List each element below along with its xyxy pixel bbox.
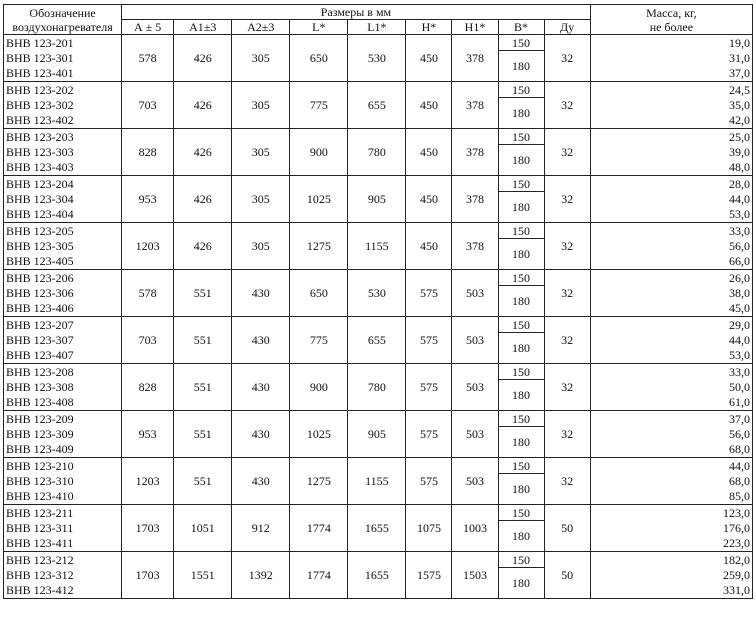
du-cell: 32 [544, 82, 590, 129]
designation-header-line-1: Обозначение [29, 5, 96, 20]
dim-a2-cell: 430 [232, 364, 290, 411]
dim-a2-cell: 305 [232, 129, 290, 176]
du-cell: 32 [544, 458, 590, 505]
designation-item: ВНВ 123-405 [6, 253, 74, 268]
mass-item: 39,0 [729, 144, 750, 159]
mass-item: 37,0 [729, 411, 750, 426]
b-value-bottom-cell: 180 [498, 192, 544, 223]
mass-item: 53,0 [729, 206, 750, 221]
designation-item: ВНВ 123-307 [6, 332, 74, 347]
table-row [4, 552, 753, 568]
dim-l-cell: 775 [290, 317, 348, 364]
dim-h-cell: 575 [406, 317, 452, 364]
dim-l1-cell: 655 [348, 82, 406, 129]
dim-h-cell: 450 [406, 223, 452, 270]
designation-cell [4, 458, 122, 505]
dim-h-cell: 575 [406, 364, 452, 411]
dim-a-cell: 703 [122, 82, 174, 129]
dim-a-cell: 1203 [122, 458, 174, 505]
designation-cell [4, 176, 122, 223]
table-row [4, 176, 753, 192]
dim-a2-cell: 430 [232, 411, 290, 458]
dim-l-cell: 1025 [290, 176, 348, 223]
table-row [4, 458, 753, 474]
designation-item: ВНВ 123-301 [6, 50, 74, 65]
dim-l1-cell: 1655 [348, 505, 406, 552]
dim-l-cell: 650 [290, 270, 348, 317]
designation-item: ВНВ 123-206 [6, 270, 74, 285]
designation-item: ВНВ 123-212 [6, 552, 74, 567]
mass-item: 68,0 [729, 473, 750, 488]
mass-item: 66,0 [729, 253, 750, 268]
mass-item: 68,0 [729, 441, 750, 456]
designation-cell [4, 317, 122, 364]
designation-item: ВНВ 123-310 [6, 473, 74, 488]
mass-cell [590, 552, 752, 599]
dim-l1-cell: 780 [348, 129, 406, 176]
mass-cell [590, 411, 752, 458]
dim-a-cell: 578 [122, 35, 174, 82]
b-value-bottom-cell: 180 [498, 380, 544, 411]
dim-a2-cell: 305 [232, 176, 290, 223]
dim-a-cell: 828 [122, 364, 174, 411]
b-value-top-cell: 150 [498, 223, 544, 239]
dim-a1-cell: 551 [174, 317, 232, 364]
mass-item: 26,0 [729, 270, 750, 285]
mass-cell [590, 505, 752, 552]
b-value-bottom-cell: 180 [498, 286, 544, 317]
designation-item: ВНВ 123-311 [6, 520, 74, 535]
dim-h-cell: 450 [406, 82, 452, 129]
designation-item: ВНВ 123-404 [6, 206, 74, 221]
mass-item: 223,0 [723, 535, 750, 550]
du-cell: 32 [544, 129, 590, 176]
col-header-h1: H1* [452, 20, 498, 35]
dim-h1-cell: 503 [452, 317, 498, 364]
dim-l-cell: 775 [290, 82, 348, 129]
dim-h-cell: 450 [406, 35, 452, 82]
mass-item: 123,0 [723, 505, 750, 520]
du-cell: 32 [544, 223, 590, 270]
du-cell: 32 [544, 364, 590, 411]
dim-l1-cell: 905 [348, 411, 406, 458]
designation-cell [4, 364, 122, 411]
designation-item: ВНВ 123-412 [6, 582, 74, 597]
dim-h1-cell: 378 [452, 223, 498, 270]
du-cell: 50 [544, 505, 590, 552]
mass-item: 53,0 [729, 347, 750, 362]
dim-l1-cell: 530 [348, 270, 406, 317]
dim-a-cell: 1703 [122, 552, 174, 599]
dim-h1-cell: 503 [452, 364, 498, 411]
dim-l1-cell: 780 [348, 364, 406, 411]
dim-l-cell: 900 [290, 129, 348, 176]
designation-item: ВНВ 123-208 [6, 364, 74, 379]
table-row [4, 364, 753, 380]
mass-item: 24,5 [729, 82, 750, 97]
b-value-top-cell: 150 [498, 505, 544, 521]
dimensions-group-header: Размеры в мм [122, 5, 591, 20]
dim-l1-cell: 1155 [348, 223, 406, 270]
col-header-a2: А2±3 [232, 20, 290, 35]
mass-item: 33,0 [729, 364, 750, 379]
designation-header-line-2: воздухонагревателя [12, 19, 113, 34]
mass-header-line-1: Масса, кг, [646, 5, 697, 20]
col-header-a1: А1±3 [174, 20, 232, 35]
b-value-bottom-cell: 180 [498, 521, 544, 552]
b-value-top-cell: 150 [498, 176, 544, 192]
dim-a1-cell: 551 [174, 411, 232, 458]
dim-h-cell: 575 [406, 411, 452, 458]
designation-cell [4, 270, 122, 317]
designation-item: ВНВ 123-201 [6, 35, 74, 50]
designation-item: ВНВ 123-303 [6, 144, 74, 159]
dim-a2-cell: 430 [232, 270, 290, 317]
mass-item: 35,0 [729, 97, 750, 112]
designation-item: ВНВ 123-207 [6, 317, 74, 332]
dim-a-cell: 703 [122, 317, 174, 364]
table-row [4, 411, 753, 427]
dim-h-cell: 450 [406, 176, 452, 223]
dim-a-cell: 1203 [122, 223, 174, 270]
mass-item: 42,0 [729, 112, 750, 127]
dim-a-cell: 953 [122, 176, 174, 223]
dim-l-cell: 1275 [290, 223, 348, 270]
col-header-b: B* [498, 20, 544, 35]
mass-item: 44,0 [729, 191, 750, 206]
designation-item: ВНВ 123-408 [6, 394, 74, 409]
dim-l-cell: 1025 [290, 411, 348, 458]
col-header-du: Ду [544, 20, 590, 35]
b-value-bottom-cell: 180 [498, 239, 544, 270]
designation-cell [4, 223, 122, 270]
dim-a2-cell: 912 [232, 505, 290, 552]
dim-a-cell: 828 [122, 129, 174, 176]
designation-item: ВНВ 123-209 [6, 411, 74, 426]
designation-cell [4, 129, 122, 176]
designation-item: ВНВ 123-205 [6, 223, 74, 238]
dim-a1-cell: 551 [174, 458, 232, 505]
dim-h-cell: 1075 [406, 505, 452, 552]
dim-h1-cell: 503 [452, 270, 498, 317]
dim-h1-cell: 503 [452, 411, 498, 458]
mass-cell [590, 176, 752, 223]
mass-item: 50,0 [729, 379, 750, 394]
table-row [4, 129, 753, 145]
designation-item: ВНВ 123-308 [6, 379, 74, 394]
designation-item: ВНВ 123-411 [6, 535, 74, 550]
dim-a1-cell: 551 [174, 270, 232, 317]
dim-l-cell: 900 [290, 364, 348, 411]
du-cell: 50 [544, 552, 590, 599]
b-value-top-cell: 150 [498, 411, 544, 427]
du-cell: 32 [544, 411, 590, 458]
designation-item: ВНВ 123-202 [6, 82, 74, 97]
mass-item: 44,0 [729, 332, 750, 347]
dim-h-cell: 450 [406, 129, 452, 176]
designation-header [4, 5, 122, 35]
mass-cell [590, 223, 752, 270]
designation-item: ВНВ 123-204 [6, 176, 74, 191]
b-value-top-cell: 150 [498, 82, 544, 98]
dim-a2-cell: 430 [232, 458, 290, 505]
designation-item: ВНВ 123-406 [6, 300, 74, 315]
designation-item: ВНВ 123-302 [6, 97, 74, 112]
mass-cell [590, 82, 752, 129]
mass-item: 331,0 [723, 582, 750, 597]
mass-item: 44,0 [729, 458, 750, 473]
designation-cell [4, 35, 122, 82]
dim-a1-cell: 1051 [174, 505, 232, 552]
b-value-bottom-cell: 180 [498, 51, 544, 82]
table-row [4, 223, 753, 239]
dim-l-cell: 1774 [290, 505, 348, 552]
mass-item: 85,0 [729, 488, 750, 503]
dim-h1-cell: 378 [452, 129, 498, 176]
mass-item: 33,0 [729, 223, 750, 238]
mass-item: 259,0 [723, 567, 750, 582]
b-value-top-cell: 150 [498, 270, 544, 286]
b-value-top-cell: 150 [498, 129, 544, 145]
du-cell: 32 [544, 176, 590, 223]
dim-l-cell: 1275 [290, 458, 348, 505]
air-heater-dimensions-table [3, 4, 753, 599]
designation-item: ВНВ 123-309 [6, 426, 74, 441]
mass-item: 37,0 [729, 65, 750, 80]
mass-cell [590, 270, 752, 317]
designation-item: ВНВ 123-407 [6, 347, 74, 362]
dim-a-cell: 578 [122, 270, 174, 317]
mass-item: 48,0 [729, 159, 750, 174]
dim-a2-cell: 305 [232, 223, 290, 270]
dim-a1-cell: 426 [174, 223, 232, 270]
col-header-a: А ± 5 [122, 20, 174, 35]
designation-cell [4, 411, 122, 458]
designation-cell [4, 505, 122, 552]
designation-item: ВНВ 123-305 [6, 238, 74, 253]
mass-item: 38,0 [729, 285, 750, 300]
designation-item: ВНВ 123-410 [6, 488, 74, 503]
designation-cell [4, 552, 122, 599]
dim-a2-cell: 430 [232, 317, 290, 364]
b-value-bottom-cell: 180 [498, 568, 544, 599]
dim-h-cell: 575 [406, 270, 452, 317]
dim-a-cell: 953 [122, 411, 174, 458]
designation-cell [4, 82, 122, 129]
dim-h1-cell: 503 [452, 458, 498, 505]
mass-header-line-2: не более [649, 19, 694, 34]
mass-cell [590, 458, 752, 505]
b-value-bottom-cell: 180 [498, 333, 544, 364]
dim-l1-cell: 530 [348, 35, 406, 82]
dim-a1-cell: 551 [174, 364, 232, 411]
dim-a1-cell: 426 [174, 129, 232, 176]
table-row [4, 82, 753, 98]
mass-item: 182,0 [723, 552, 750, 567]
designation-item: ВНВ 123-211 [6, 505, 74, 520]
mass-cell [590, 317, 752, 364]
b-value-top-cell: 150 [498, 458, 544, 474]
dim-a1-cell: 426 [174, 35, 232, 82]
b-value-top-cell: 150 [498, 317, 544, 333]
dim-a2-cell: 305 [232, 35, 290, 82]
mass-item: 61,0 [729, 394, 750, 409]
mass-item: 56,0 [729, 426, 750, 441]
mass-item: 56,0 [729, 238, 750, 253]
dim-a-cell: 1703 [122, 505, 174, 552]
b-value-bottom-cell: 180 [498, 98, 544, 129]
table-row [4, 35, 753, 51]
dim-h1-cell: 1503 [452, 552, 498, 599]
dim-a1-cell: 426 [174, 82, 232, 129]
mass-item: 28,0 [729, 176, 750, 191]
mass-item: 29,0 [729, 317, 750, 332]
dim-a2-cell: 1392 [232, 552, 290, 599]
designation-item: ВНВ 123-304 [6, 191, 74, 206]
designation-item: ВНВ 123-306 [6, 285, 74, 300]
designation-item: ВНВ 123-409 [6, 441, 74, 456]
mass-cell [590, 364, 752, 411]
mass-header [590, 5, 752, 35]
dim-h1-cell: 378 [452, 82, 498, 129]
table-row [4, 317, 753, 333]
b-value-top-cell: 150 [498, 552, 544, 568]
dim-a1-cell: 1551 [174, 552, 232, 599]
dim-h-cell: 575 [406, 458, 452, 505]
mass-item: 45,0 [729, 300, 750, 315]
dim-h1-cell: 378 [452, 35, 498, 82]
dim-l1-cell: 1155 [348, 458, 406, 505]
dim-l1-cell: 1655 [348, 552, 406, 599]
col-header-l: L* [290, 20, 348, 35]
designation-item: ВНВ 123-312 [6, 567, 74, 582]
du-cell: 32 [544, 35, 590, 82]
designation-item: ВНВ 123-401 [6, 65, 74, 80]
dim-a2-cell: 305 [232, 82, 290, 129]
col-header-l1: L1* [348, 20, 406, 35]
table-row [4, 270, 753, 286]
mass-item: 176,0 [723, 520, 750, 535]
b-value-bottom-cell: 180 [498, 427, 544, 458]
b-value-bottom-cell: 180 [498, 145, 544, 176]
du-cell: 32 [544, 270, 590, 317]
dim-h1-cell: 1003 [452, 505, 498, 552]
dim-h-cell: 1575 [406, 552, 452, 599]
designation-item: ВНВ 123-402 [6, 112, 74, 127]
b-value-top-cell: 150 [498, 364, 544, 380]
designation-item: ВНВ 123-403 [6, 159, 74, 174]
dim-l-cell: 650 [290, 35, 348, 82]
mass-cell [590, 129, 752, 176]
dim-h1-cell: 378 [452, 176, 498, 223]
b-value-bottom-cell: 180 [498, 474, 544, 505]
mass-item: 31,0 [729, 50, 750, 65]
mass-item: 25,0 [729, 129, 750, 144]
col-header-h: H* [406, 20, 452, 35]
b-value-top-cell: 150 [498, 35, 544, 51]
table-row [4, 505, 753, 521]
mass-cell [590, 35, 752, 82]
designation-item: ВНВ 123-203 [6, 129, 74, 144]
du-cell: 32 [544, 317, 590, 364]
designation-item: ВНВ 123-210 [6, 458, 74, 473]
dim-l-cell: 1774 [290, 552, 348, 599]
dim-a1-cell: 426 [174, 176, 232, 223]
dim-l1-cell: 905 [348, 176, 406, 223]
dim-l1-cell: 655 [348, 317, 406, 364]
mass-item: 19,0 [729, 35, 750, 50]
table-body [4, 35, 753, 599]
